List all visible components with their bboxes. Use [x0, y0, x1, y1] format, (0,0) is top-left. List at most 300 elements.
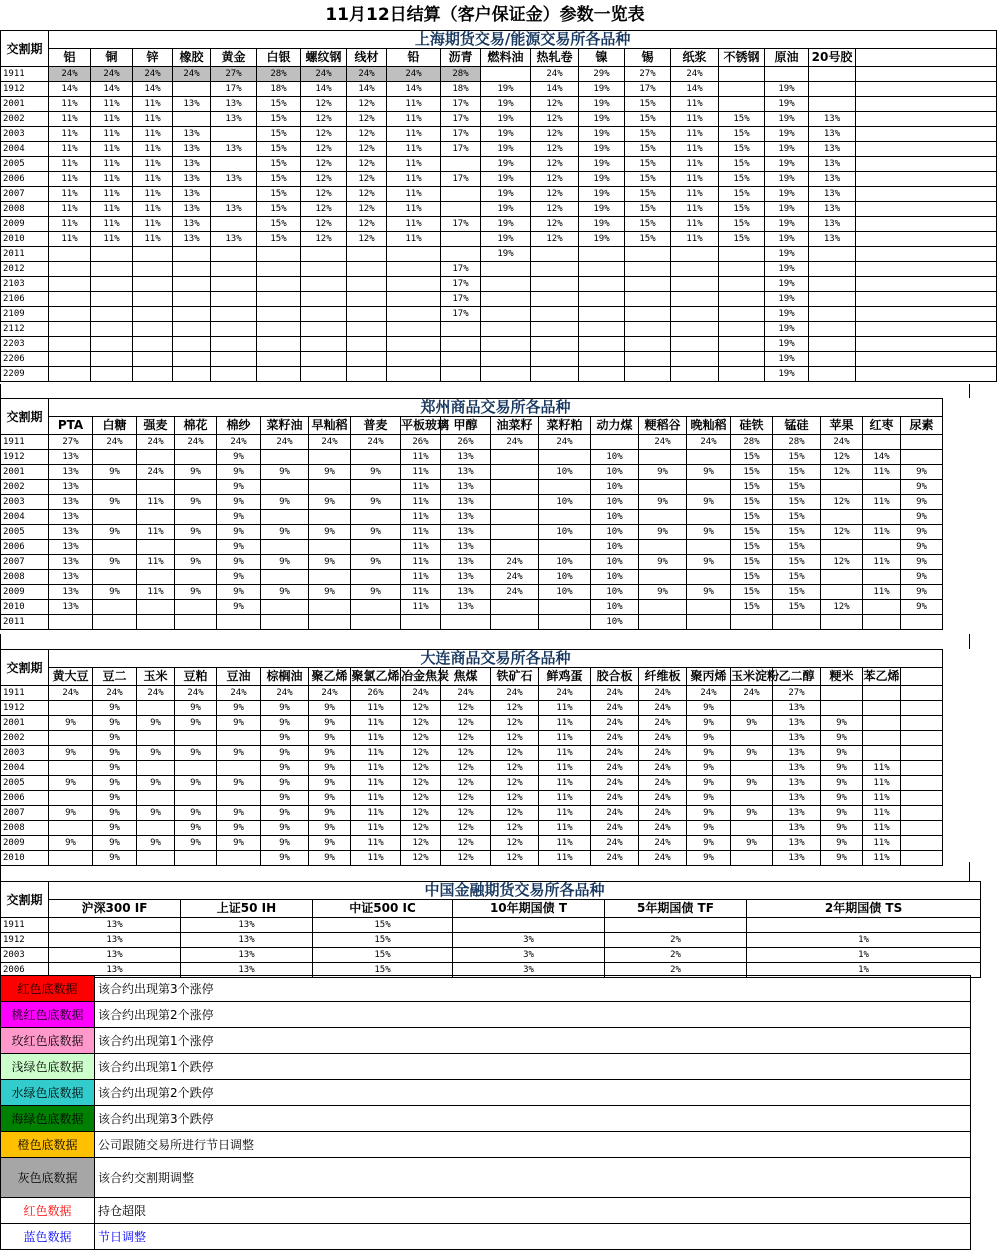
margin-cell: 9% [49, 776, 93, 791]
margin-cell [137, 480, 175, 495]
margin-cell [49, 292, 91, 307]
delivery-period-header: 交割期 [1, 31, 49, 67]
margin-cell: 9% [137, 806, 175, 821]
period-cell: 2112 [1, 322, 49, 337]
margin-cell [211, 157, 257, 172]
margin-cell: 15% [257, 127, 301, 142]
margin-cell [809, 307, 856, 322]
margin-cell: 15% [719, 157, 765, 172]
margin-cell: 15% [773, 465, 821, 480]
margin-cell [175, 540, 217, 555]
margin-cell [719, 67, 765, 82]
margin-cell: 12% [441, 701, 491, 716]
product-header: 纤维板 [639, 668, 687, 686]
margin-cell: 12% [401, 701, 441, 716]
margin-cell: 15% [625, 127, 671, 142]
table-row [1, 465, 943, 480]
margin-cell: 12% [401, 761, 441, 776]
product-header: 冶金焦炭 [401, 668, 441, 686]
margin-cell [901, 435, 943, 450]
margin-cell: 11% [137, 555, 175, 570]
product-header: 菜籽粕 [539, 417, 591, 435]
margin-cell: 9% [687, 836, 731, 851]
margin-cell [137, 570, 175, 585]
margin-cell: 19% [481, 187, 531, 202]
margin-cell: 11% [539, 761, 591, 776]
margin-cell [639, 600, 687, 615]
period-cell: 2009 [1, 585, 49, 600]
margin-cell: 11% [539, 746, 591, 761]
period-cell: 2103 [1, 277, 49, 292]
margin-cell: 24% [671, 67, 719, 82]
margin-cell: 10% [591, 450, 639, 465]
margin-cell [821, 540, 863, 555]
margin-cell [301, 352, 347, 367]
margin-cell: 12% [301, 202, 347, 217]
margin-cell: 12% [441, 746, 491, 761]
margin-cell: 13% [809, 142, 856, 157]
empty-cell [901, 806, 943, 821]
empty-cell [856, 82, 997, 97]
period-cell: 2010 [1, 851, 49, 866]
margin-cell [719, 97, 765, 112]
margin-cell [719, 337, 765, 352]
margin-cell: 9% [261, 495, 309, 510]
product-header: 焦煤 [441, 668, 491, 686]
margin-cell: 9% [49, 836, 93, 851]
margin-cell [671, 307, 719, 322]
margin-cell [765, 67, 809, 82]
period-cell: 2003 [1, 948, 49, 963]
margin-cell: 12% [491, 791, 539, 806]
margin-cell: 11% [351, 851, 401, 866]
margin-cell [687, 540, 731, 555]
margin-cell [719, 262, 765, 277]
margin-cell: 12% [347, 127, 387, 142]
margin-cell: 11% [671, 127, 719, 142]
margin-cell [93, 480, 137, 495]
margin-cell: 19% [481, 142, 531, 157]
margin-cell: 9% [821, 731, 863, 746]
margin-cell: 13% [441, 495, 491, 510]
margin-cell [481, 67, 531, 82]
margin-cell: 24% [639, 806, 687, 821]
margin-cell: 15% [625, 172, 671, 187]
margin-cell [719, 322, 765, 337]
table-row [1, 262, 997, 277]
margin-cell: 13% [173, 202, 211, 217]
margin-cell [347, 247, 387, 262]
margin-cell: 15% [773, 555, 821, 570]
empty-cell [856, 172, 997, 187]
margin-cell: 9% [261, 701, 309, 716]
legend-row [1, 1106, 971, 1132]
margin-cell: 11% [863, 525, 901, 540]
margin-cell: 14% [387, 82, 441, 97]
margin-cell: 24% [639, 836, 687, 851]
margin-cell: 24% [93, 435, 137, 450]
product-header: 20号胶 [809, 49, 856, 67]
margin-cell: 13% [773, 821, 821, 836]
margin-cell [441, 615, 491, 630]
margin-cell: 9% [217, 806, 261, 821]
margin-cell: 9% [309, 746, 351, 761]
period-cell: 2012 [1, 262, 49, 277]
table-row [1, 82, 997, 97]
margin-cell [639, 450, 687, 465]
delivery-period-header: 交割期 [1, 650, 49, 686]
empty-cell [901, 836, 943, 851]
margin-cell: 9% [351, 525, 401, 540]
margin-cell: 13% [773, 806, 821, 821]
margin-cell [261, 600, 309, 615]
margin-cell: 24% [591, 851, 639, 866]
product-header: 早籼稻 [309, 417, 351, 435]
margin-cell: 13% [441, 465, 491, 480]
margin-cell: 9% [93, 731, 137, 746]
margin-cell: 11% [863, 851, 901, 866]
period-cell: 2001 [1, 716, 49, 731]
margin-cell [91, 247, 133, 262]
margin-cell: 12% [347, 172, 387, 187]
margin-cell: 9% [261, 716, 309, 731]
margin-cell: 9% [261, 761, 309, 776]
margin-cell: 11% [133, 142, 173, 157]
margin-cell: 11% [539, 731, 591, 746]
margin-cell [217, 731, 261, 746]
margin-cell: 11% [863, 585, 901, 600]
margin-cell [133, 352, 173, 367]
margin-cell [809, 337, 856, 352]
margin-cell: 12% [491, 701, 539, 716]
table-row [1, 731, 943, 746]
product-header: 热轧卷 [531, 49, 579, 67]
dce-table [0, 649, 943, 866]
margin-cell: 15% [257, 172, 301, 187]
period-cell: 2005 [1, 157, 49, 172]
margin-cell [211, 217, 257, 232]
margin-cell: 14% [133, 82, 173, 97]
margin-cell [175, 615, 217, 630]
margin-cell [211, 262, 257, 277]
margin-cell [747, 918, 981, 933]
margin-cell: 19% [579, 97, 625, 112]
margin-cell: 19% [481, 172, 531, 187]
margin-cell: 13% [49, 570, 93, 585]
margin-cell: 12% [301, 172, 347, 187]
table-row [1, 570, 943, 585]
margin-cell [579, 307, 625, 322]
margin-cell: 12% [491, 776, 539, 791]
margin-cell [671, 322, 719, 337]
period-cell: 1911 [1, 435, 49, 450]
margin-cell: 12% [301, 112, 347, 127]
margin-cell: 18% [441, 82, 481, 97]
margin-cell: 15% [719, 202, 765, 217]
margin-cell [863, 510, 901, 525]
margin-cell: 11% [351, 836, 401, 851]
table-row [1, 791, 943, 806]
margin-cell: 15% [625, 217, 671, 232]
margin-cell [821, 686, 863, 701]
margin-cell: 13% [173, 127, 211, 142]
margin-cell: 11% [133, 112, 173, 127]
period-cell: 2003 [1, 127, 49, 142]
table-row [1, 435, 943, 450]
margin-cell [625, 367, 671, 382]
table-row [1, 172, 997, 187]
margin-cell: 9% [261, 791, 309, 806]
margin-cell: 13% [181, 918, 313, 933]
margin-cell: 13% [173, 172, 211, 187]
margin-cell: 13% [809, 232, 856, 247]
margin-cell [49, 367, 91, 382]
margin-cell [347, 322, 387, 337]
margin-cell [175, 480, 217, 495]
margin-cell: 14% [671, 82, 719, 97]
margin-cell: 9% [217, 836, 261, 851]
margin-cell: 11% [671, 217, 719, 232]
margin-cell [133, 292, 173, 307]
margin-cell: 11% [401, 525, 441, 540]
margin-cell [671, 292, 719, 307]
margin-cell: 11% [387, 127, 441, 142]
product-header: 乙二醇 [773, 668, 821, 686]
period-cell: 2004 [1, 761, 49, 776]
margin-cell: 9% [821, 806, 863, 821]
margin-cell [579, 247, 625, 262]
margin-cell [351, 510, 401, 525]
margin-cell: 24% [639, 776, 687, 791]
margin-cell: 19% [579, 187, 625, 202]
margin-cell [301, 307, 347, 322]
margin-cell: 12% [347, 157, 387, 172]
margin-cell: 11% [351, 776, 401, 791]
margin-cell [175, 510, 217, 525]
margin-cell: 14% [863, 450, 901, 465]
margin-cell: 13% [809, 202, 856, 217]
margin-cell [211, 127, 257, 142]
period-cell: 1911 [1, 67, 49, 82]
margin-cell: 9% [175, 821, 217, 836]
margin-cell [261, 480, 309, 495]
margin-cell [93, 570, 137, 585]
margin-cell [539, 510, 591, 525]
margin-cell: 9% [137, 746, 175, 761]
margin-cell: 24% [309, 686, 351, 701]
margin-cell: 24% [539, 435, 591, 450]
product-header: 锌 [133, 49, 173, 67]
margin-cell [441, 232, 481, 247]
margin-cell: 9% [93, 716, 137, 731]
margin-cell: 9% [639, 555, 687, 570]
margin-cell: 11% [863, 791, 901, 806]
margin-cell [491, 510, 539, 525]
table-row [1, 97, 997, 112]
table-row [1, 615, 943, 630]
margin-cell: 9% [261, 806, 309, 821]
product-header: 黄金 [211, 49, 257, 67]
margin-cell [719, 277, 765, 292]
margin-cell: 12% [531, 217, 579, 232]
margin-cell [719, 367, 765, 382]
product-header: 原油 [765, 49, 809, 67]
margin-cell: 19% [765, 157, 809, 172]
margin-cell: 9% [309, 716, 351, 731]
margin-cell [93, 615, 137, 630]
margin-cell [91, 307, 133, 322]
margin-cell: 19% [481, 202, 531, 217]
margin-cell: 19% [481, 217, 531, 232]
margin-cell [863, 540, 901, 555]
margin-cell: 9% [217, 570, 261, 585]
margin-cell: 9% [821, 851, 863, 866]
margin-cell: 11% [91, 127, 133, 142]
table-row [1, 367, 997, 382]
empty-cell [856, 97, 997, 112]
product-header: 沪深300 IF [49, 900, 181, 918]
period-cell: 2010 [1, 600, 49, 615]
margin-cell: 19% [579, 202, 625, 217]
margin-cell: 9% [93, 761, 137, 776]
margin-cell: 9% [901, 570, 943, 585]
margin-cell: 24% [639, 435, 687, 450]
margin-cell: 24% [591, 806, 639, 821]
margin-cell: 13% [49, 525, 93, 540]
margin-cell: 19% [765, 217, 809, 232]
margin-cell: 18% [257, 82, 301, 97]
margin-cell [809, 82, 856, 97]
margin-cell: 9% [687, 525, 731, 540]
margin-cell: 15% [731, 585, 773, 600]
margin-cell: 9% [639, 585, 687, 600]
product-header: 白银 [257, 49, 301, 67]
margin-cell [387, 262, 441, 277]
margin-cell: 15% [719, 112, 765, 127]
margin-cell [491, 465, 539, 480]
period-cell: 2006 [1, 540, 49, 555]
margin-cell [301, 322, 347, 337]
legend-swatch: 水绿色底数据 [1, 1080, 95, 1106]
period-cell: 2006 [1, 963, 49, 978]
margin-cell [137, 791, 175, 806]
margin-cell [491, 600, 539, 615]
margin-cell [173, 307, 211, 322]
product-header: 胶合板 [591, 668, 639, 686]
margin-cell: 9% [309, 731, 351, 746]
margin-cell: 9% [93, 465, 137, 480]
margin-cell: 17% [441, 307, 481, 322]
margin-cell [687, 570, 731, 585]
margin-cell [809, 322, 856, 337]
margin-cell: 15% [773, 540, 821, 555]
table-row [1, 933, 981, 948]
table-row [1, 701, 943, 716]
margin-cell: 9% [687, 791, 731, 806]
margin-cell [257, 292, 301, 307]
margin-cell: 24% [639, 851, 687, 866]
period-cell: 1912 [1, 450, 49, 465]
margin-cell: 24% [639, 686, 687, 701]
margin-cell: 9% [175, 495, 217, 510]
margin-cell: 19% [765, 262, 809, 277]
margin-cell [625, 322, 671, 337]
empty-cell [901, 761, 943, 776]
margin-cell [49, 731, 93, 746]
margin-cell: 10% [591, 525, 639, 540]
product-header: 燃料油 [481, 49, 531, 67]
margin-cell: 29% [579, 67, 625, 82]
margin-cell: 24% [591, 776, 639, 791]
margin-cell [481, 262, 531, 277]
margin-cell: 15% [257, 202, 301, 217]
margin-cell: 15% [313, 963, 453, 978]
margin-cell [173, 337, 211, 352]
product-header: 铁矿石 [491, 668, 539, 686]
margin-cell: 27% [625, 67, 671, 82]
legend-table [0, 975, 971, 1250]
page-title: 11月12日结算（客户保证金）参数一览表 [325, 5, 645, 25]
margin-cell: 11% [671, 202, 719, 217]
margin-cell [481, 277, 531, 292]
margin-cell [719, 352, 765, 367]
margin-cell: 13% [441, 570, 491, 585]
margin-cell [639, 570, 687, 585]
margin-cell: 13% [49, 918, 181, 933]
margin-cell: 15% [625, 202, 671, 217]
margin-cell: 13% [773, 746, 821, 761]
margin-cell: 24% [261, 686, 309, 701]
margin-cell: 9% [217, 540, 261, 555]
margin-cell [309, 540, 351, 555]
table-row [1, 232, 997, 247]
margin-cell [387, 307, 441, 322]
margin-cell: 9% [137, 716, 175, 731]
margin-cell: 11% [351, 791, 401, 806]
margin-cell: 11% [351, 731, 401, 746]
period-cell: 2203 [1, 337, 49, 352]
period-cell: 1912 [1, 701, 49, 716]
margin-cell: 15% [257, 157, 301, 172]
margin-cell [257, 322, 301, 337]
czce-table [0, 398, 943, 630]
margin-cell [539, 450, 591, 465]
margin-cell [579, 352, 625, 367]
margin-cell: 24% [821, 435, 863, 450]
margin-cell [809, 367, 856, 382]
product-header: 锰硅 [773, 417, 821, 435]
margin-cell: 24% [491, 585, 539, 600]
period-cell: 2005 [1, 525, 49, 540]
margin-cell: 12% [491, 731, 539, 746]
margin-cell: 11% [539, 836, 591, 851]
margin-cell: 9% [351, 585, 401, 600]
margin-cell: 13% [181, 963, 313, 978]
margin-cell: 24% [137, 465, 175, 480]
margin-cell [539, 600, 591, 615]
margin-cell: 12% [301, 97, 347, 112]
margin-cell: 12% [441, 731, 491, 746]
margin-cell: 13% [49, 933, 181, 948]
margin-cell: 9% [821, 821, 863, 836]
table-row [1, 217, 997, 232]
margin-cell: 19% [481, 127, 531, 142]
margin-cell: 11% [863, 776, 901, 791]
margin-cell: 11% [401, 465, 441, 480]
margin-cell [441, 187, 481, 202]
margin-cell: 24% [137, 435, 175, 450]
margin-cell: 13% [49, 480, 93, 495]
